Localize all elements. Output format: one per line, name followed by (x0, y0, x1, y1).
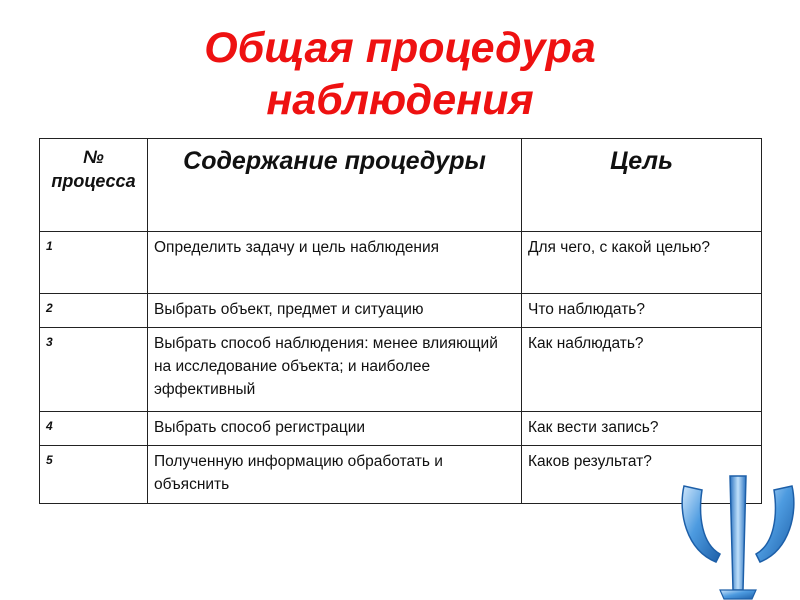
header-procedure-content: Содержание процедуры (148, 139, 522, 232)
table-row (40, 328, 762, 412)
table-row (40, 412, 762, 446)
row-number: 2 (40, 294, 148, 328)
slide-title (0, 22, 800, 126)
row-content: Выбрать объект, предмет и ситуацию (148, 294, 522, 328)
row-goal: Как наблюдать? (522, 328, 762, 412)
row-goal: Для чего, с какой целью? (522, 232, 762, 294)
header-goal: Цель (522, 139, 762, 232)
row-number: 4 (40, 412, 148, 446)
procedure-table (39, 138, 762, 504)
slide-title-line-1: Общая процедура (204, 24, 596, 72)
row-content: Выбрать способ регистрации (148, 412, 522, 446)
slide-title-line-2: наблюдения (266, 76, 534, 124)
row-goal: Как вести запись? (522, 412, 762, 446)
row-goal: Что наблюдать? (522, 294, 762, 328)
table-header-row (40, 139, 762, 232)
row-goal: Каков результат? (522, 446, 762, 504)
row-content: Полученную информацию обработать и объяснить (148, 446, 522, 504)
row-number: 1 (40, 232, 148, 294)
psi-symbol-icon (676, 472, 800, 600)
row-number: 3 (40, 328, 148, 412)
table-row (40, 232, 762, 294)
row-content: Определить задачу и цель наблюдения (148, 232, 522, 294)
row-number: 5 (40, 446, 148, 504)
table-row (40, 446, 762, 504)
table-row (40, 294, 762, 328)
header-process-number: № процесса (40, 139, 148, 232)
row-content: Выбрать способ наблюдения: менее влияющий на исследование объекта; и наиболее эффективный (148, 328, 522, 412)
